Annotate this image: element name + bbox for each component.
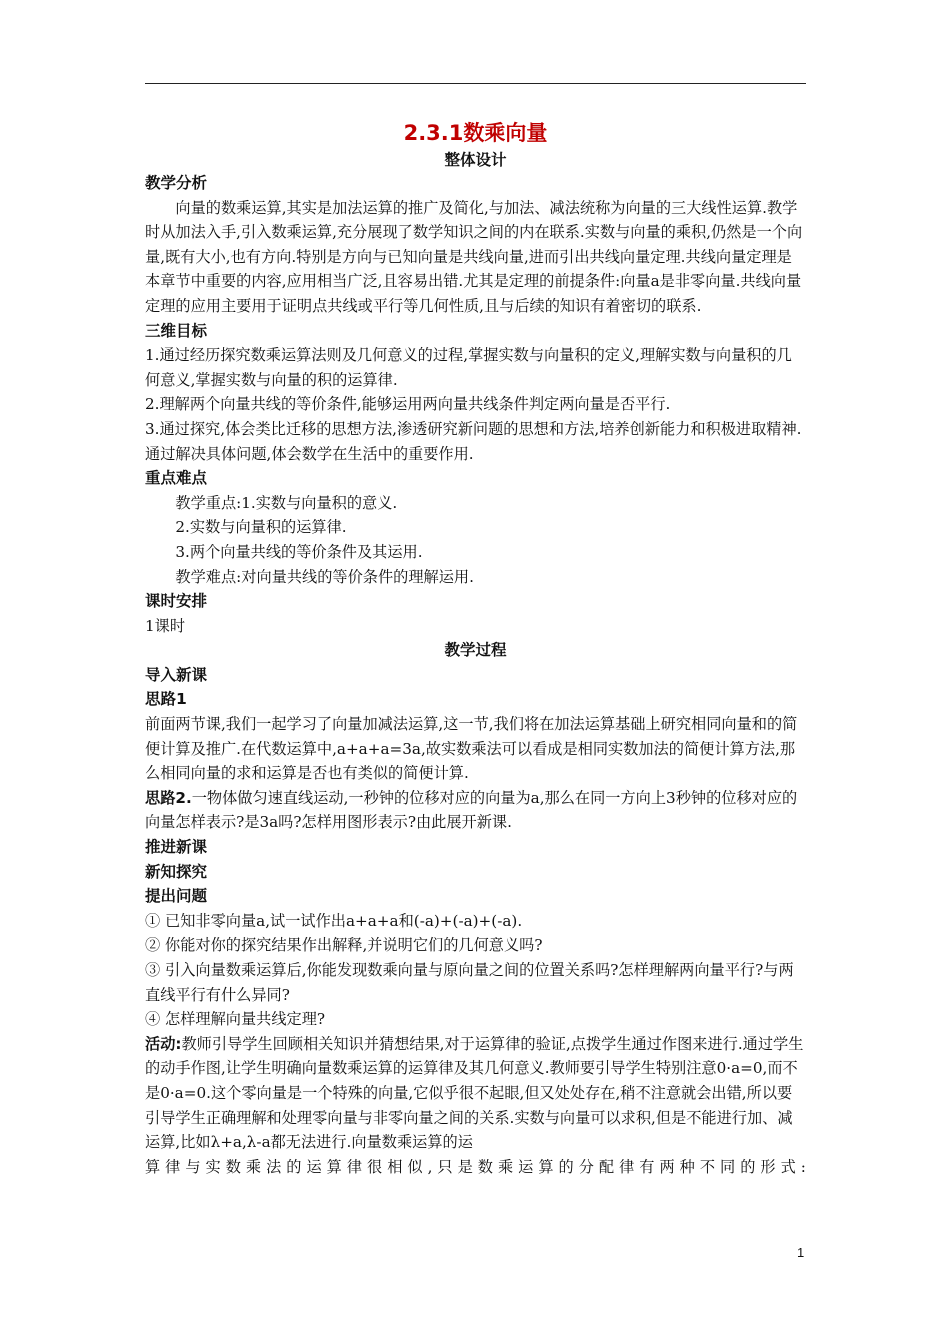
question-item: ④ 怎样理解向量共线定理?: [145, 1010, 326, 1029]
keypoint-item: 3.两个向量共线的等价条件及其运用.: [175, 542, 423, 561]
goal-item: 2.理解两个向量共线的等价条件,能够运用两向量共线条件判定两向量是否平行.: [145, 395, 671, 414]
question-item: ① 已知非零向量a,试一试作出a+a+a和(-a)+(-a)+(-a).: [145, 911, 523, 930]
explore-heading: 新知探究: [145, 862, 208, 881]
activity-last-line: 算律与实数乘法的运算律很相似,只是数乘运算的分配律有两种不同的形式:: [145, 1157, 806, 1176]
goal-item: 3.通过探究,体会类比迁移的思想方法,渗透研究新问题的思想和方法,培养创新能力和积极进取精神.通过解决具体问题,体会数学在生活中的重要作用.: [145, 419, 802, 463]
section-heading-process: 教学过程: [444, 641, 507, 660]
idea1-paragraph: 前面两节课,我们一起学习了向量加减法运算,这一节,我们将在加法运算基础上研究相同向量和的简便计算及推广.在代数运算中,a+a+a=3a,故实数乘法可以看成是相同实数加法的简便计算方法,那么相同向量的求和运算是否也有类似的简便计算.: [145, 715, 798, 783]
keypoint-item: 2.实数与向量积的运算律.: [175, 518, 347, 537]
question-item: ② 你能对你的探究结果作出解释,并说明它们的几何意义吗?: [145, 936, 543, 955]
page-number: 1: [797, 1245, 805, 1260]
document-subtitle: 整体设计: [444, 151, 507, 169]
intro-heading: 导入新课: [145, 665, 208, 684]
activity-text: 教师引导学生回顾相关知识并猜想结果,对于运算律的验证,点拨学生通过作图来进行.通过学生的动手作图,让学生明确向量数乘运算的运算律及其几何意义.教师要引导学生特别注意0·a=0,而不是0·a=0.这个零向量是一个特殊的向量,它似乎很不起眼,但又处处存在,稍不注意就会出错,所以要引导学生正确理解和处理零向量与非零向量之间的关系.实数与向量可以求积,但是不能进行加、减运算,比如λ+a,λ-a都无法进行.向量数乘运算的运: [145, 1034, 804, 1152]
idea2-label: 思路2.: [145, 788, 192, 807]
keypoint-item: 教学难点:对向量共线的等价条件的理解运用.: [175, 567, 474, 586]
goal-item: 1.通过经历探究数乘运算法则及几何意义的过程,掌握实数与向量积的定义,理解实数与向量积的几何意义,掌握实数与向量的积的运算律.: [145, 346, 792, 389]
section-heading-goals: 三维目标: [145, 321, 208, 340]
idea2-text: 一物体做匀速直线运动,一秒钟的位移对应的向量为a,那么在同一方向上3秒钟的位移对应的向量怎样表示?是3a吗?怎样用图形表示?由此展开新课.: [145, 788, 798, 832]
header-rule: [145, 83, 806, 84]
activity-paragraph: [145, 1032, 806, 1155]
advance-heading: 推进新课: [145, 838, 208, 857]
idea2-paragraph: [145, 786, 806, 835]
questions-heading: 提出问题: [145, 887, 208, 906]
section-heading-analysis: 教学分析: [145, 174, 208, 192]
question-item: ③ 引入向量数乘运算后,你能发现数乘向量与原向量之间的位置关系吗?怎样理解两向量平行?与两直线平行有什么异同?: [145, 961, 794, 1004]
section-heading-schedule: 课时安排: [145, 592, 208, 611]
document-body: [145, 118, 806, 1179]
document-title: 2.3.1数乘向量: [403, 121, 548, 145]
section-heading-keypoints: 重点难点: [145, 469, 208, 488]
analysis-paragraph: 向量的数乘运算,其实是加法运算的推广及简化,与加法、减法统称为向量的三大线性运算.教学时从加法入手,引入数乘运算,充分展现了数学知识之间的内在联系.实数与向量的乘积,仍然是一个向量,既有大小,也有方向.特别是方向与已知向量是共线向量,进而引出共线向量定理.共线向量定理是本章节中重要的内容,应用相当广泛,且容易出错.尤其是定理的前提条件:向量a是非零向量.共线向量定理的应用主要用于证明点共线或平行等几何性质,且与后续的知识有着密切的联系.: [145, 198, 803, 315]
idea1-label: 思路1: [145, 690, 187, 709]
schedule-text: 1课时: [145, 616, 186, 635]
activity-label: 活动:: [145, 1034, 182, 1053]
keypoint-item: 教学重点:1.实数与向量积的意义.: [175, 493, 398, 512]
